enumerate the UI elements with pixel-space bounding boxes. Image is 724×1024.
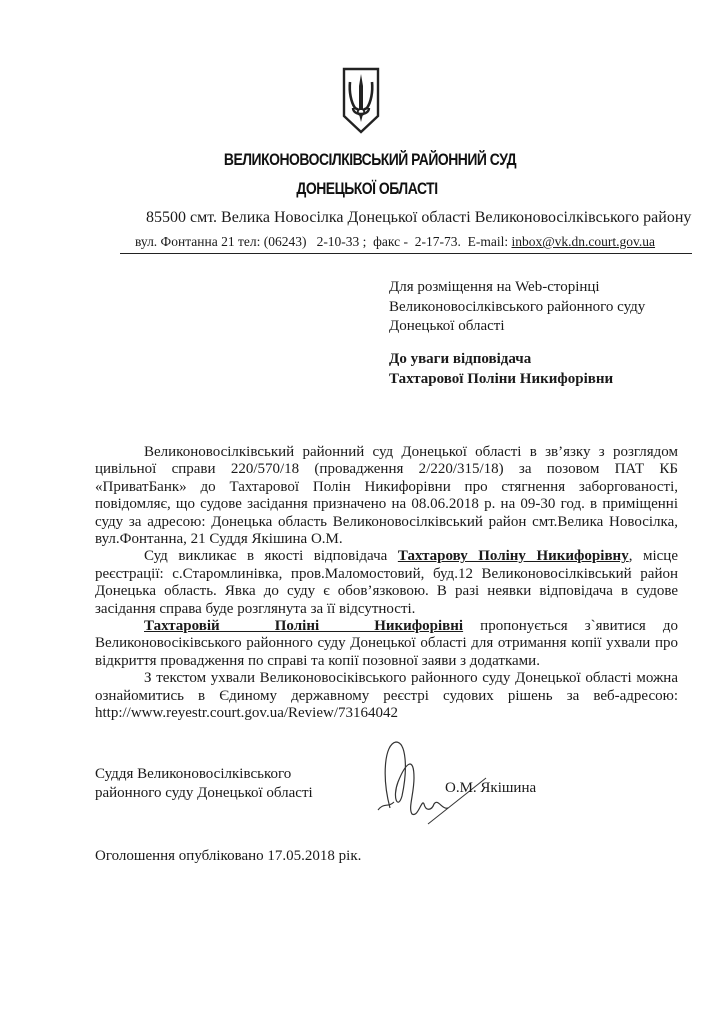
trident-coat-of-arms-icon xyxy=(341,66,381,134)
recipient-line: Великоновосілківського районного суду xyxy=(389,298,646,315)
email-link[interactable]: inbox@vk.dn.court.gov.ua xyxy=(511,234,656,249)
recipient-line: Донецької області xyxy=(389,318,505,334)
attention-block xyxy=(389,350,613,389)
defendant-name: Тахтарової Поліни Никифорівни xyxy=(389,370,614,387)
court-name-line1: ВЕЛИКОНОВОСІЛКІВСЬКИЙ РАЙОННИЙ СУД xyxy=(223,150,517,169)
recipient-block xyxy=(389,278,645,337)
judge-title-line: Суддя Великоновосілківського xyxy=(95,766,292,782)
paragraph-hearing: Великоновосілківський районний суд Донецької області в зв’язку з розглядом цивільної справи 220/570/18 (провадження 2/220/315/18) за позовом ПАТ КБ «ПриватБанк» до Тахтарової Полін Никифорівни про стягнення заборгованості, повідомляє, що судове засідання призначено на 08.06.2018 р. на 09-30 год. в приміщенні суду за адресою: Донецька область Великоновосілківський район смт.Велика Новосілка, вул.Фонтанна, 21 Суддя Якішина О.М. xyxy=(95,444,678,548)
paragraph-summons xyxy=(95,548,678,618)
notice-body xyxy=(95,444,678,723)
defendant-name-dative: Тахтаровій Поліні Никифорівні xyxy=(144,618,464,635)
court-name-line2: ДОНЕЦЬКОЇ ОБЛАСТІ xyxy=(296,179,438,198)
header-divider xyxy=(120,253,692,254)
appear-text: пропонується з`явитися до Великоновосіківського районного суду Донецької області для отримання копії ухвали про відкриття провадження по справі та копії позовної заяви з додатками. xyxy=(95,618,678,669)
publication-date: Оголошення опубліковано 17.05.2018 рік. xyxy=(95,848,362,864)
contacts-text: вул. Фонтанна 21 тел: (06243) 2-10-33 ; факс - 2-17-73. E-mail: xyxy=(135,234,512,249)
judge-name: О.М. Якішина xyxy=(445,780,537,796)
paragraph-appear xyxy=(95,618,678,670)
attention-line: До уваги відповідача xyxy=(389,351,532,367)
summons-text: Суд викликає в якості відповідача xyxy=(144,548,398,565)
paragraph-registry: З текстом ухвали Великоновосіківського районного суду Донецької області можна ознайомитись в Єдиному державному реєстрі судових рішень за веб-адресою: http://www.reyestr.court.gov.ua/Review/73164042 xyxy=(95,670,678,722)
court-address: 85500 смт. Велика Новосілка Донецької області Великоновосілківського району xyxy=(146,209,692,226)
court-contacts xyxy=(135,234,655,250)
recipient-line: Для розміщення на Web-сторінці xyxy=(389,279,600,295)
summons-text-cont: , місце реєстрації: с.Старомлинівка, пров.Маломостовий, буд.12 Великоновосілківський район Донецька область. Явка до суду є обов’язковою. В разі неявки відповідача в судове засідання справа буде розглянута за її відсутності. xyxy=(95,548,678,617)
judge-title xyxy=(95,765,313,802)
defendant-name-underlined: Тахтарову Поліну Никифорівну xyxy=(397,548,629,565)
judge-title-line: районного суду Донецької області xyxy=(95,784,313,801)
